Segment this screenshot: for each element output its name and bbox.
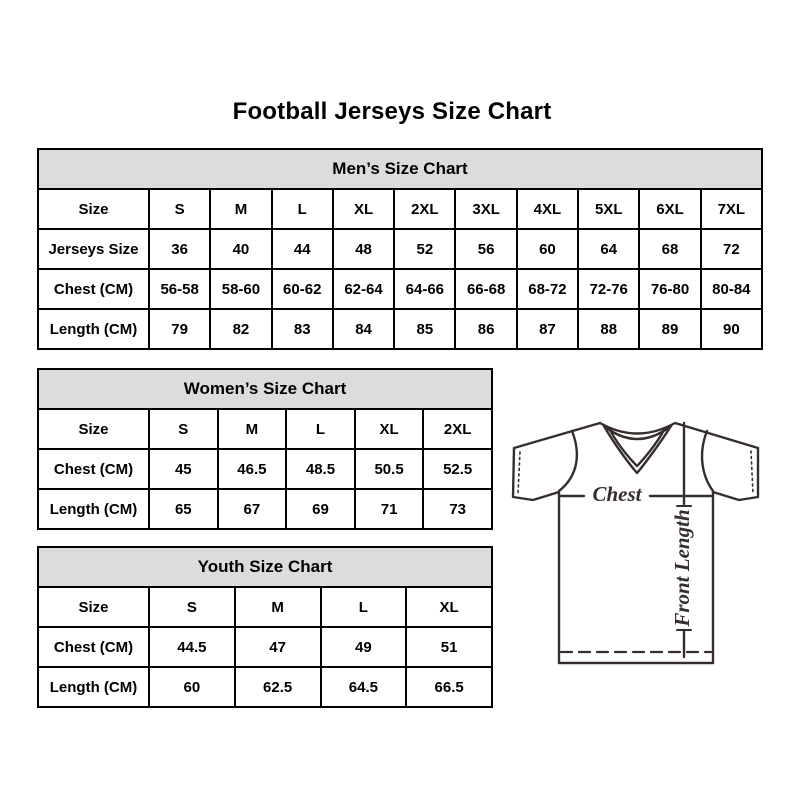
value-cell: 60 (517, 229, 578, 269)
value-cell: L (272, 189, 333, 229)
value-cell: 73 (423, 489, 492, 529)
value-cell: 2XL (423, 409, 492, 449)
value-cell: 64-66 (394, 269, 455, 309)
table-title-cell: Women’s Size Chart (38, 369, 492, 409)
value-cell: 71 (355, 489, 424, 529)
value-cell: 44.5 (149, 627, 235, 667)
value-cell: 90 (701, 309, 762, 349)
value-cell: 82 (210, 309, 271, 349)
value-cell: 66-68 (455, 269, 516, 309)
value-cell: 85 (394, 309, 455, 349)
table-row (38, 489, 492, 529)
value-cell: 48 (333, 229, 394, 269)
value-cell: 44 (272, 229, 333, 269)
chest-label: Chest (592, 481, 642, 506)
page-title: Football Jerseys Size Chart (232, 98, 552, 125)
value-cell: 80-84 (701, 269, 762, 309)
value-cell: 89 (639, 309, 700, 349)
value-cell: 72 (701, 229, 762, 269)
value-cell: 5XL (578, 189, 639, 229)
value-cell: 45 (149, 449, 218, 489)
value-cell: 84 (333, 309, 394, 349)
jersey-measurement-diagram (504, 406, 778, 672)
value-cell: 47 (235, 627, 321, 667)
value-cell: 64 (578, 229, 639, 269)
table-title-cell: Youth Size Chart (38, 547, 492, 587)
size-table (37, 368, 493, 530)
value-cell: 67 (218, 489, 287, 529)
value-cell: 65 (149, 489, 218, 529)
row-label-cell: Size (38, 587, 149, 627)
value-cell: 76-80 (639, 269, 700, 309)
table-title-cell: Men’s Size Chart (38, 149, 762, 189)
youth-size-table (37, 546, 493, 708)
value-cell: 7XL (701, 189, 762, 229)
value-cell: 60 (149, 667, 235, 707)
value-cell: 69 (286, 489, 355, 529)
size-table (37, 546, 493, 708)
value-cell: 79 (149, 309, 210, 349)
front-length-label: Front Length (669, 509, 694, 627)
value-cell: 83 (272, 309, 333, 349)
value-cell: 52 (394, 229, 455, 269)
value-cell: 4XL (517, 189, 578, 229)
table-header-row (38, 547, 492, 587)
row-label-cell: Size (38, 189, 149, 229)
value-cell: 2XL (394, 189, 455, 229)
value-cell: 48.5 (286, 449, 355, 489)
value-cell: 60-62 (272, 269, 333, 309)
value-cell: S (149, 587, 235, 627)
jersey-outline (513, 423, 758, 663)
table-header-row (38, 149, 762, 189)
value-cell: 62.5 (235, 667, 321, 707)
value-cell: 50.5 (355, 449, 424, 489)
row-label-cell: Chest (CM) (38, 269, 149, 309)
value-cell: 88 (578, 309, 639, 349)
value-cell: 6XL (639, 189, 700, 229)
row-label-cell: Chest (CM) (38, 627, 149, 667)
value-cell: 86 (455, 309, 516, 349)
value-cell: M (218, 409, 287, 449)
value-cell: 87 (517, 309, 578, 349)
value-cell: 49 (321, 627, 407, 667)
value-cell: 58-60 (210, 269, 271, 309)
value-cell: 72-76 (578, 269, 639, 309)
value-cell: XL (333, 189, 394, 229)
table-row (38, 269, 762, 309)
row-label-cell: Length (CM) (38, 667, 149, 707)
value-cell: 36 (149, 229, 210, 269)
value-cell: M (235, 587, 321, 627)
value-cell: 56-58 (149, 269, 210, 309)
table-row (38, 449, 492, 489)
value-cell: M (210, 189, 271, 229)
value-cell: S (149, 409, 218, 449)
value-cell: 64.5 (321, 667, 407, 707)
table-row (38, 189, 762, 229)
table-row (38, 667, 492, 707)
womens-size-table (37, 368, 493, 530)
row-label-cell: Size (38, 409, 149, 449)
value-cell: L (286, 409, 355, 449)
value-cell: 68-72 (517, 269, 578, 309)
value-cell: 51 (406, 627, 492, 667)
value-cell: XL (355, 409, 424, 449)
table-row (38, 309, 762, 349)
value-cell: L (321, 587, 407, 627)
table-row (38, 587, 492, 627)
row-label-cell: Length (CM) (38, 489, 149, 529)
value-cell: 46.5 (218, 449, 287, 489)
value-cell: 3XL (455, 189, 516, 229)
value-cell: 62-64 (333, 269, 394, 309)
table-row (38, 627, 492, 667)
size-table (37, 148, 763, 350)
table-row (38, 409, 492, 449)
table-row (38, 229, 762, 269)
mens-size-table (37, 148, 763, 350)
table-header-row (38, 369, 492, 409)
jersey-illustration (504, 406, 778, 672)
value-cell: 66.5 (406, 667, 492, 707)
value-cell: 40 (210, 229, 271, 269)
value-cell: 56 (455, 229, 516, 269)
value-cell: XL (406, 587, 492, 627)
value-cell: 52.5 (423, 449, 492, 489)
value-cell: 68 (639, 229, 700, 269)
value-cell: S (149, 189, 210, 229)
row-label-cell: Length (CM) (38, 309, 149, 349)
row-label-cell: Chest (CM) (38, 449, 149, 489)
row-label-cell: Jerseys Size (38, 229, 149, 269)
